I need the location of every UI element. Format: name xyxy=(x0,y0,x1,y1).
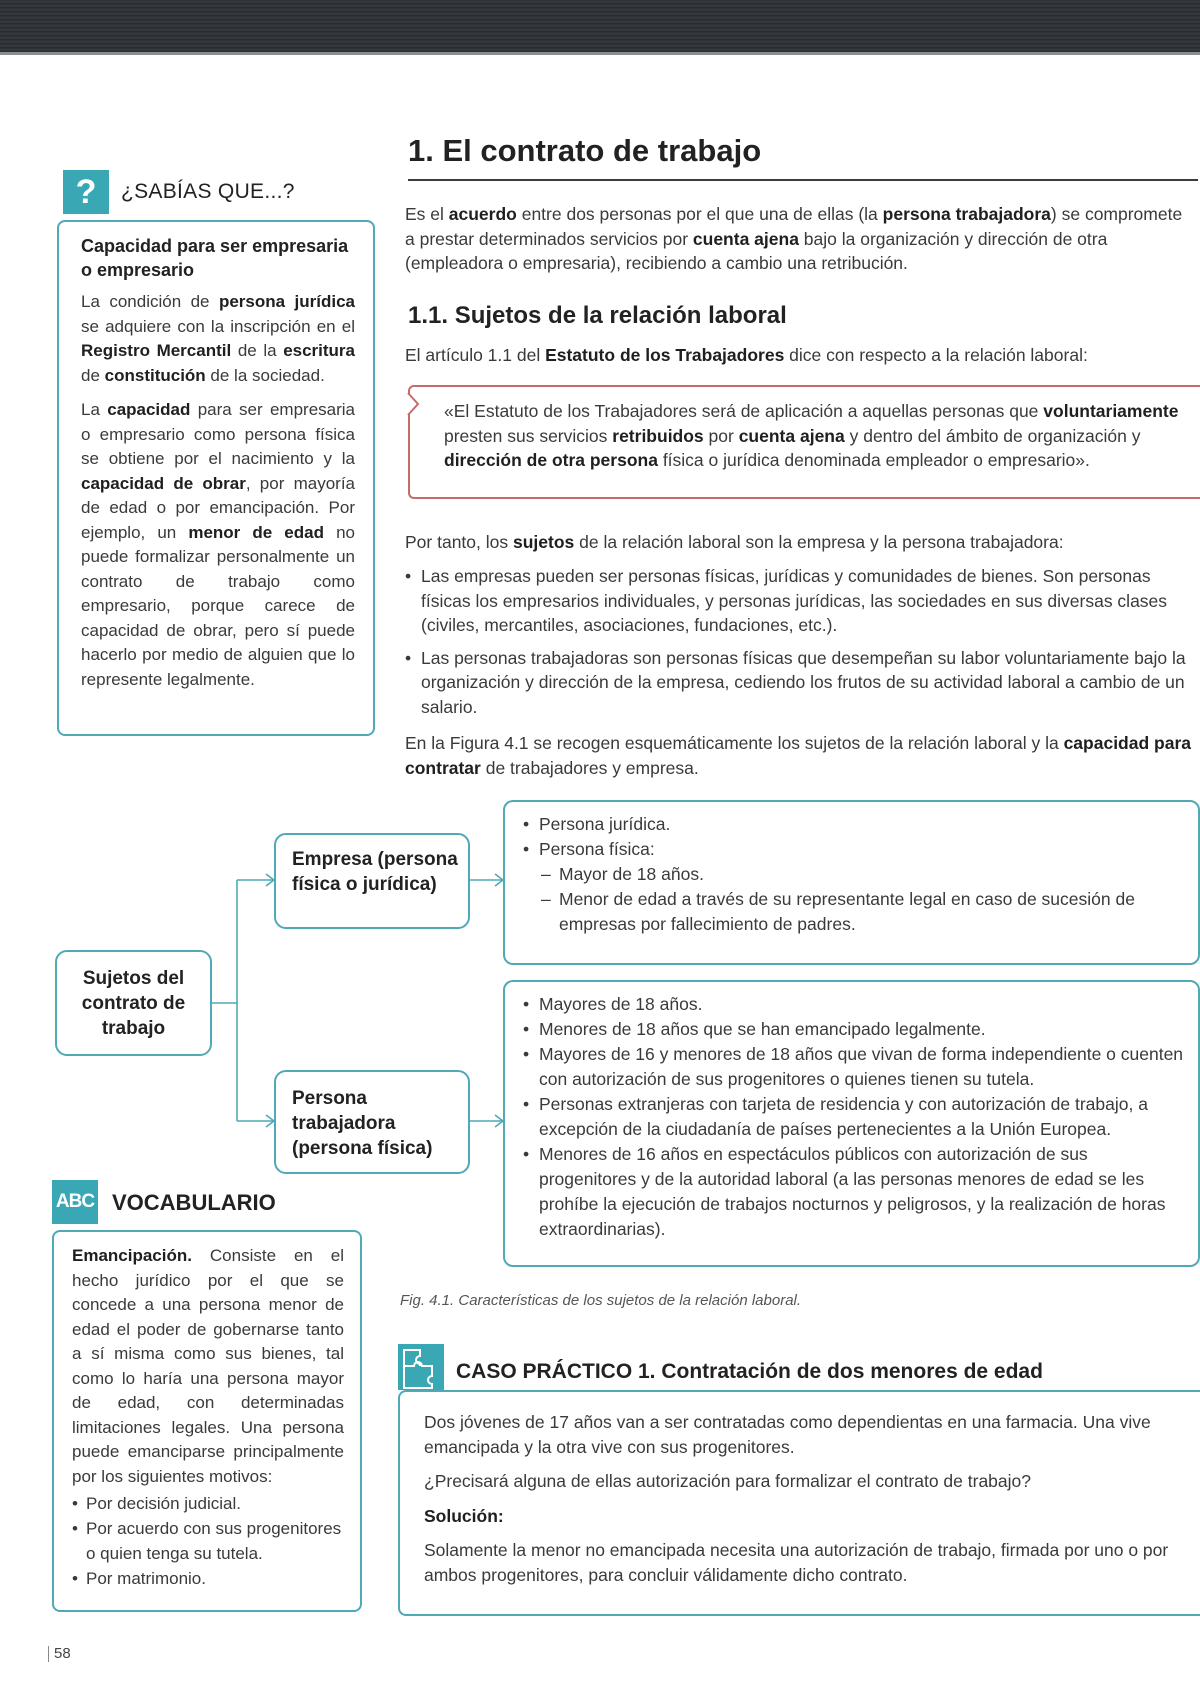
diagram-trabajadora-node: Persona trabajadora (persona física) xyxy=(274,1070,470,1174)
vocab-box xyxy=(52,1230,362,1612)
sabias-header xyxy=(63,170,373,216)
figura-paragraph: En la Figura 4.1 se recogen esquemáticamente los sujetos de la relación laboral y la capacidad para contratar de trabajadores y empresa. xyxy=(405,733,1191,778)
article-paragraph: El artículo 1.1 del Estatuto de los Trabajadores dice con respecto a la relación laboral: xyxy=(405,345,1088,365)
caso-box xyxy=(398,1390,1200,1616)
figure-caption: Fig. 4.1. Características de los sujetos de la relación laboral. xyxy=(400,1292,802,1309)
list-item: • Personas extranjeras con tarjeta de residencia y con autorización de trabajo, a excepción de la ciudadanía de países pertenecientes a la Unión Europea. xyxy=(523,1092,1186,1142)
page-number-bar xyxy=(48,1646,49,1662)
portanto-paragraph: Por tanto, los sujetos de la relación laboral son la empresa y la persona trabajadora: xyxy=(405,532,1064,552)
list-item: • Persona jurídica. xyxy=(523,812,1186,837)
caso-paragraph-2: ¿Precisará alguna de ellas autorización para formalizar el contrato de trabajo? xyxy=(424,1471,1031,1491)
caso-title: CASO PRÁCTICO 1. Contratación de dos menores de edad xyxy=(456,1360,1043,1383)
list-item: • Por matrimonio. xyxy=(86,1566,344,1591)
list-item: – Mayor de 18 años. xyxy=(523,862,1186,887)
page-title: 1. El contrato de trabajo xyxy=(408,133,762,168)
caso-solution-label: Solución: xyxy=(424,1505,504,1526)
caso-paragraph-1: Dos jóvenes de 17 años van a ser contratadas como dependientas en una farmacia. Una vive emancipada y la otra vive con sus progenitores. xyxy=(424,1412,1151,1457)
sabias-subtitle: Capacidad para ser empresaria o empresario xyxy=(81,236,349,280)
sabias-paragraph-1: La condición de persona jurídica se adquiere con la inscripción en el Registro Mercantil de la escritura de constitución de la sociedad. xyxy=(81,292,356,385)
list-item: • Las empresas pueden ser personas físicas, jurídicas y comunidades de bienes. Son personas físicas los empresarios individuales, y personas jurídicas, las sociedades en sus diversas clases (civiles, mercantiles, asociaciones, fundaciones, etc.). xyxy=(405,564,1200,638)
scan-top-bar xyxy=(0,0,1200,52)
vocab-title: VOCABULARIO xyxy=(112,1190,276,1215)
page-number: 58 xyxy=(54,1645,71,1662)
sabias-box xyxy=(57,220,375,736)
list-item: • Mayores de 16 y menores de 18 años que vivan de forma independiente o cuenten con autorización de sus progenitores o quienes tienen su tutela. xyxy=(523,1042,1186,1092)
quote-arrow-icon xyxy=(406,391,420,417)
list-item: • Por decisión judicial. xyxy=(86,1491,344,1516)
title-rule xyxy=(408,179,1198,181)
sabias-paragraph-2: La capacidad para ser empresaria o empresario como persona física se obtiene por el nacimiento y la capacidad de obrar, por mayoría de edad o por emancipación. Por ejemplo, un menor de edad no puede formalizar personalmente un contrato de trabajo como empresario, porque carece de capacidad de obrar, pero sí puede hacerlo por medio de alguien que lo represente legalmente. xyxy=(81,400,356,689)
caso-paragraph-3: Solamente la menor no emancipada necesita una autorización de trabajo, firmada por uno o por ambos progenitores, para concluir válidamente dicho contrato. xyxy=(424,1540,1169,1585)
puzzle-icon xyxy=(398,1344,444,1390)
quote-box: «El Estatuto de los Trabajadores será de aplicación a aquellas personas que voluntariamente presten sus servicios retribuidos por cuenta ajena y dentro del ámbito de organización y dirección de otra persona física o jurídica denominada empleador o empresario». xyxy=(408,385,1200,499)
intro-paragraph: Es el acuerdo entre dos personas por el que una de ellas (la persona trabajadora) se compromete a prestar determinados servicios por cuenta ajena bajo la organización y dirección de otra (empleadora o empresaria), recibiendo a cambio una retribución. xyxy=(405,204,1183,273)
vocab-header xyxy=(52,1180,362,1226)
diagram-empresa-box xyxy=(503,800,1200,965)
list-item: • Persona física: xyxy=(523,837,1186,862)
sabias-title: ¿SABÍAS QUE...? xyxy=(121,180,295,203)
diagram-root-node: Sujetos del contrato de trabajo xyxy=(55,950,212,1056)
list-item: • Por acuerdo con sus progenitores o quien tenga su tutela. xyxy=(86,1516,344,1566)
list-item: • Menores de 18 años que se han emancipado legalmente. xyxy=(523,1017,1186,1042)
list-item: – Menor de edad a través de su representante legal en caso de sucesión de empresas por fallecimiento de padres. xyxy=(523,887,1186,937)
abc-icon: ABC xyxy=(52,1180,98,1224)
scan-top-edge xyxy=(0,52,1200,55)
subjects-list xyxy=(405,564,1200,727)
section-heading: 1.1. Sujetos de la relación laboral xyxy=(408,302,787,329)
question-mark-icon: ? xyxy=(63,170,109,214)
list-item: • Mayores de 18 años. xyxy=(523,992,1186,1017)
vocab-list xyxy=(72,1491,344,1591)
vocab-definition: Emancipación. Consiste en el hecho jurídico por el que se concede a una persona menor de edad el poder de gobernarse tanto a sí misma como sus bienes, tal como lo haría una persona mayor de edad, con determinadas limitaciones legales. Una persona puede emanciparse principalmente por los siguientes motivos: xyxy=(72,1246,344,1486)
diagram-trabajadora-box xyxy=(503,980,1200,1267)
list-item: • Las personas trabajadoras son personas físicas que desempeñan su labor voluntariamente bajo la organización y dirección de la empresa, cediendo los frutos de su actividad laboral a cambio de un salario. xyxy=(405,646,1200,720)
diagram-empresa-node: Empresa (persona física o jurídica) xyxy=(274,833,470,929)
list-item: • Menores de 16 años en espectáculos públicos con autorización de sus progenitores y de la autoridad laboral (a las personas menores de edad se les prohíbe la ejecución de trabajos nocturnos y peligrosos, y la realización de horas extraordinarias). xyxy=(523,1142,1186,1242)
